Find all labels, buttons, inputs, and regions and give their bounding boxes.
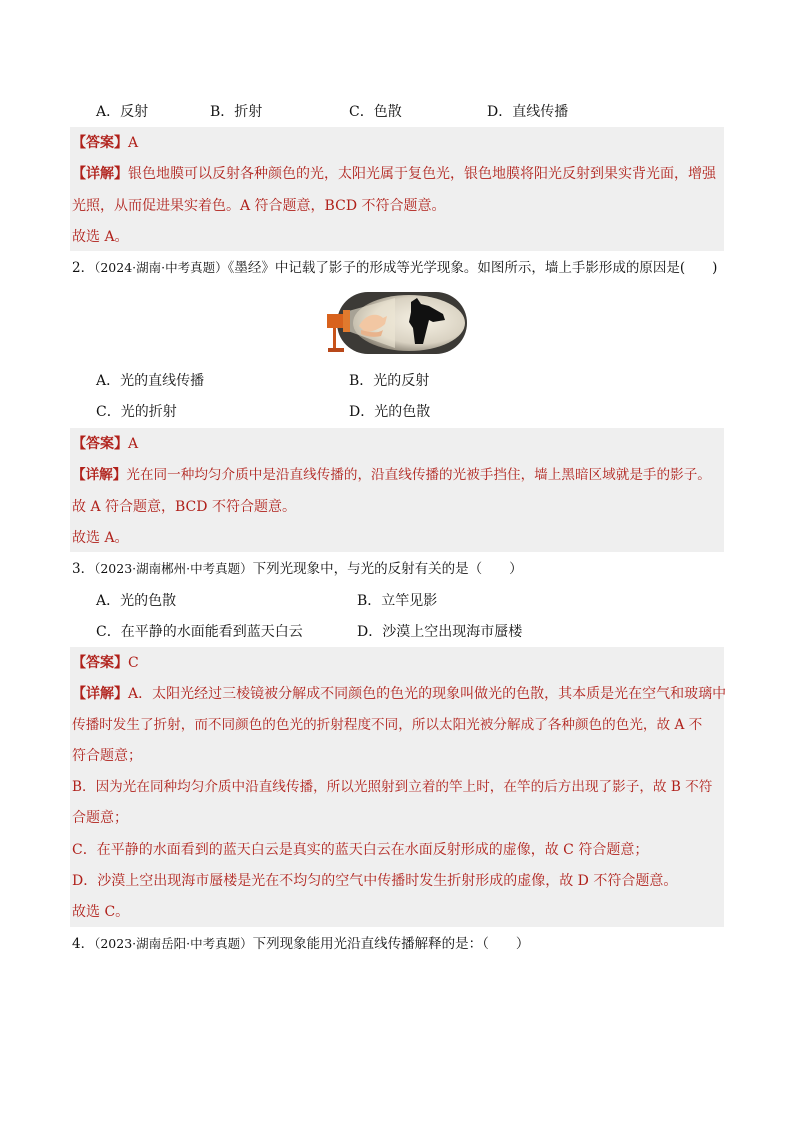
q2-conclusion: 故选 A。	[72, 530, 129, 546]
question-text: 下列光现象中，与光的反射有关的是（ ）	[252, 561, 523, 577]
q3-option-d: D．沙漠上空出现海市蜃楼	[357, 624, 523, 640]
question-number: 2．	[72, 260, 95, 276]
q2-option-c: C．光的折射	[96, 404, 177, 420]
q2-detail-line-1	[72, 465, 711, 485]
detail-text: 光在同一种均匀介质中是沿直线传播的，沿直线传播的光被手挡住，墙上黑暗区域就是手的影子。	[126, 467, 711, 483]
q2-option-d: D．光的色散	[349, 404, 431, 420]
q3-detail-line-1	[72, 684, 726, 704]
q3-option-c: C．在平静的水面能看到蓝天白云	[96, 624, 303, 640]
q1-option-d: D．直线传播	[487, 104, 569, 120]
q3-detail-line-2: 传播时发生了折射，而不同颜色的色光的折射程度不同，所以太阳光被分解成了各种颜色的色光，故 A 不	[72, 717, 703, 733]
hand-shadow-flashlight-illustration	[325, 292, 467, 358]
answer-value: A	[128, 436, 139, 452]
q2-option-a: A．光的直线传播	[96, 373, 205, 389]
question-source: （2023·湖南岳阳·中考真题）	[94, 936, 253, 951]
question-source: （2024·湖南·中考真题）	[94, 260, 228, 275]
q2-stem	[72, 258, 717, 278]
question-source: （2023·湖南郴州·中考真题）	[94, 561, 253, 576]
detail-tag: 【详解】	[72, 686, 128, 702]
q1-option-a: A．反射	[96, 104, 149, 120]
q1-option-c: C．色散	[349, 104, 402, 120]
q3-option-a: A．光的色散	[96, 593, 177, 609]
q3-detail-line-6: C．在平静的水面看到的蓝天白云是真实的蓝天白云在水面反射形成的虚像，故 C 符合题意；	[72, 842, 649, 858]
q1-conclusion: 故选 A。	[72, 229, 129, 245]
q4-stem	[72, 934, 529, 954]
detail-text: 银色地膜可以反射各种颜色的光，太阳光属于复色光，银色地膜将阳光反射到果实背光面，增强	[128, 166, 716, 182]
detail-tag: 【详解】	[72, 467, 127, 483]
q1-detail-line-1	[72, 164, 716, 184]
q1-answer-line	[72, 133, 138, 153]
detail-text: A．太阳光经过三棱镜被分解成不同颜色的色光的现象叫做光的色散，其本质是光在空气和玻璃中	[128, 686, 727, 702]
q1-answer-box	[70, 127, 724, 251]
q3-conclusion: 故选 C。	[72, 904, 130, 920]
q2-detail-line-2: 故 A 符合题意，BCD 不符合题意。	[72, 499, 296, 515]
q2-option-b: B．光的反射	[349, 373, 430, 389]
question-number: 4．	[72, 936, 95, 952]
q3-stem	[72, 559, 523, 579]
q1-option-b: B．折射	[210, 104, 263, 120]
q3-detail-line-4: B．因为光在同种均匀介质中沿直线传播，所以光照射到立着的竿上时，在竿的后方出现了影子，故 B 不符	[72, 779, 713, 795]
question-number: 3．	[72, 561, 95, 577]
q3-detail-line-3: 符合题意；	[72, 748, 142, 764]
q3-detail-line-5: 合题意；	[72, 810, 128, 826]
answer-value: C	[128, 655, 139, 671]
q3-detail-line-7: D．沙漠上空出现海市蜃楼是光在不均匀的空气中传播时发生折射形成的虚像，故 D 不符合题意。	[72, 873, 678, 889]
q2-answer-line	[72, 434, 138, 454]
q2-answer-box	[70, 428, 724, 552]
q1-detail-line-2: 光照，从而促进果实着色。A 符合题意，BCD 不符合题意。	[72, 198, 446, 214]
q3-answer-line	[72, 653, 139, 673]
answer-tag: 【答案】	[72, 655, 128, 671]
question-text: 《墨经》中记载了影子的形成等光学现象。如图所示，墙上手影形成的原因是( )	[227, 260, 718, 276]
question-text: 下列现象能用光沿直线传播解释的是：（ ）	[252, 936, 530, 952]
answer-tag: 【答案】	[72, 436, 128, 452]
q3-option-b: B．立竿见影	[357, 593, 438, 609]
answer-value: A	[128, 135, 139, 151]
detail-tag: 【详解】	[72, 166, 128, 182]
answer-tag: 【答案】	[72, 135, 128, 151]
